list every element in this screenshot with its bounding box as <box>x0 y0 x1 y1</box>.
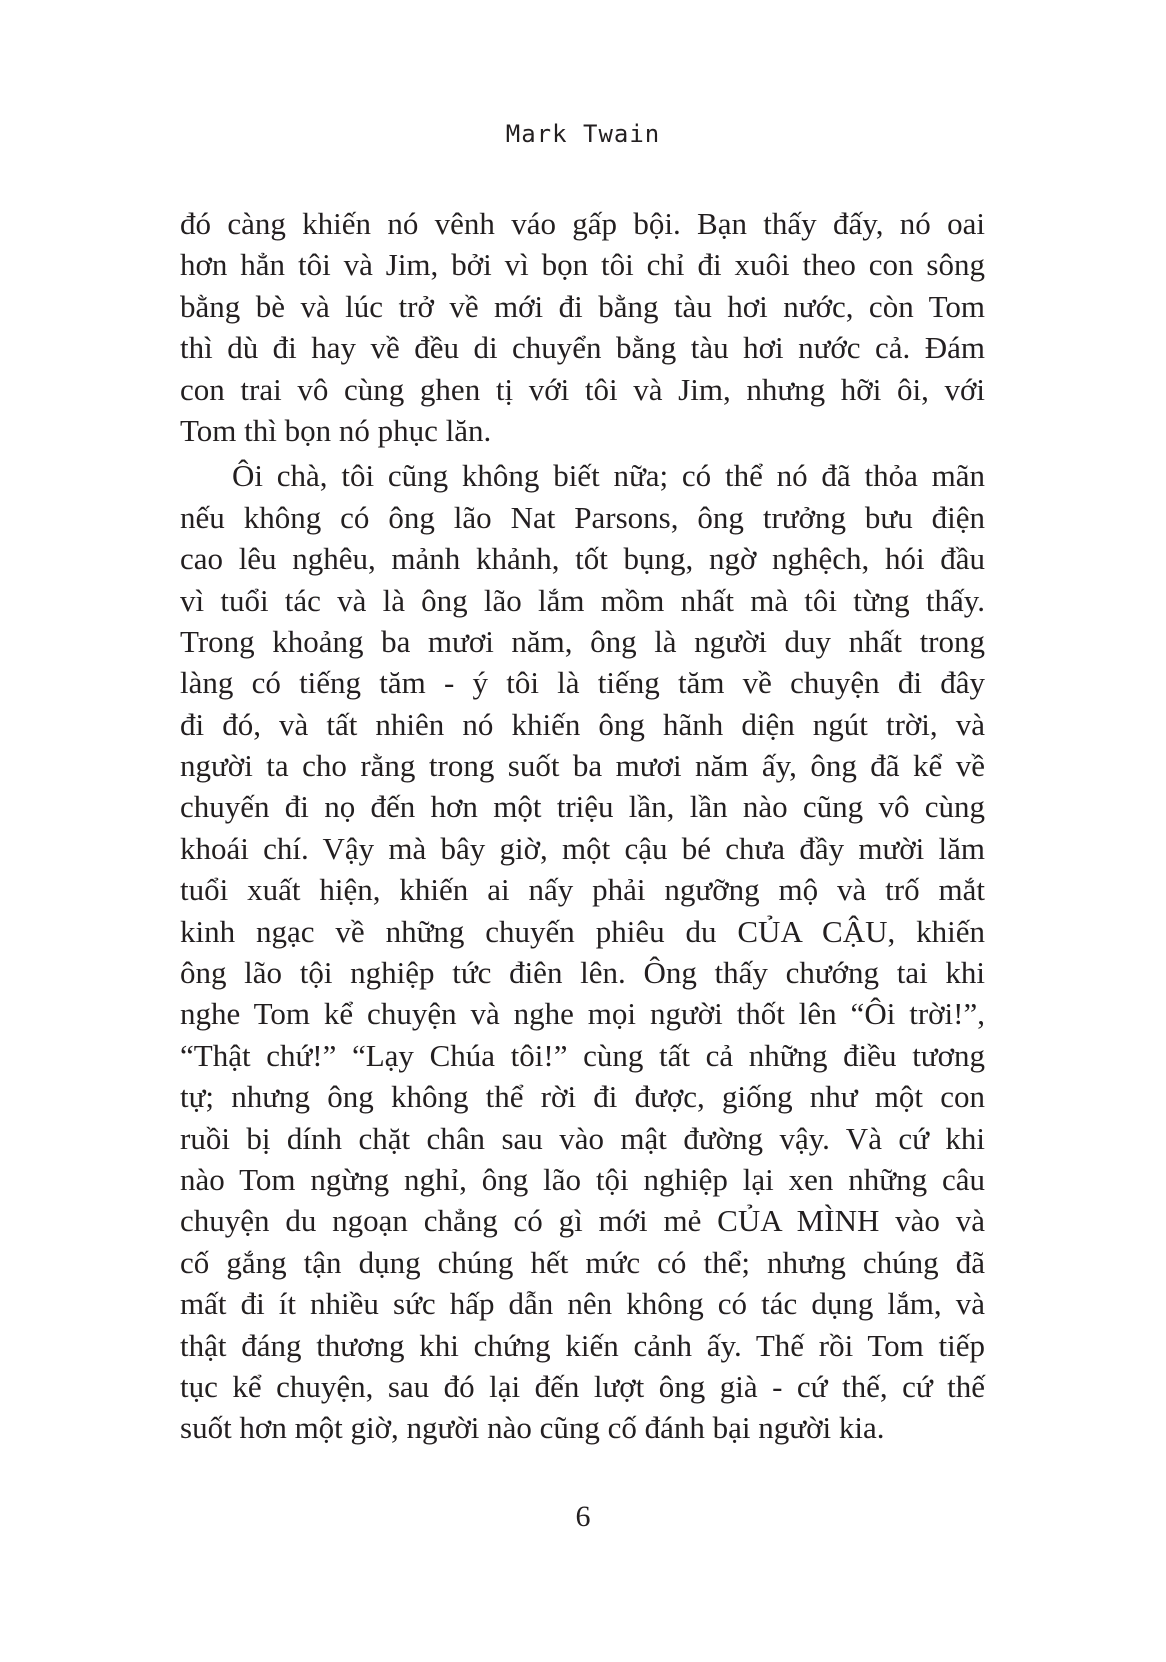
text-line: đi đó, và tất nhiên nó khiến ông hãnh diện ngút trời, và <box>180 706 985 742</box>
text-line: chuyến đi nọ đến hơn một triệu lần, lần nào cũng vô cùng <box>180 789 985 825</box>
text-line: đó càng khiến nó vênh váo gấp bội. Bạn thấy đấy, nó oai <box>180 206 985 241</box>
paragraph-2 <box>180 455 985 1448</box>
text-line: ông lão tội nghiệp tức điên lên. Ông thấy chướng tai khi <box>180 955 985 991</box>
text-line: tục kể chuyện, sau đó lại đến lượt ông già - cứ thế, cứ thế <box>180 1368 985 1404</box>
text-line: thì dù đi hay về đều di chuyển bằng tàu hơi nước cả. Đám <box>180 330 985 366</box>
text-line: Tom thì bọn nó phục lăn. <box>180 412 492 448</box>
running-head-author: Mark Twain <box>505 120 661 148</box>
text-line: ruồi bị dính chặt chân sau vào mật đường vậy. Và cứ khi <box>180 1120 985 1156</box>
text-line: hơn hẳn tôi và Jim, bởi vì bọn tôi chỉ đi xuôi theo con sông <box>180 247 985 283</box>
text-line: làng có tiếng tăm - ý tôi là tiếng tăm về chuyện đi đây <box>180 665 985 701</box>
text-line: con trai vô cùng ghen tị với tôi và Jim, nhưng hỡi ôi, với <box>180 371 985 407</box>
text-line: tuổi xuất hiện, khiến ai nấy phải ngưỡng mộ và trố mắt <box>180 872 985 908</box>
body-text <box>180 203 985 1453</box>
text-line: bằng bè và lúc trở về mới đi bằng tàu hơi nước, còn Tom <box>180 288 985 324</box>
text-line: nghe Tom kể chuyện và nghe mọi người thốt lên “Ôi trời!”, <box>180 996 985 1032</box>
text-line: chuyện du ngoạn chẳng có gì mới mẻ CỦA MÌNH vào và <box>180 1203 985 1239</box>
text-line: cố gắng tận dụng chúng hết mức có thể; nhưng chúng đã <box>180 1244 985 1280</box>
text-line: suốt hơn một giờ, người nào cũng cố đánh bại người kia. <box>180 1410 885 1446</box>
text-line: vì tuổi tác và là ông lão lắm mồm nhất mà tôi từng thấy. <box>180 582 985 618</box>
paragraph-1 <box>180 203 985 451</box>
text-line: kinh ngạc về những chuyến phiêu du CỦA CẬU, khiến <box>180 913 985 949</box>
text-line: nếu không có ông lão Nat Parsons, ông trưởng bưu điện <box>180 499 985 535</box>
page-number: 6 <box>575 1500 591 1533</box>
text-line: người ta cho rằng trong suốt ba mươi năm ấy, ông đã kể về <box>180 748 985 784</box>
text-line: Ôi chà, tôi cũng không biết nữa; có thể nó đã thỏa mãn <box>232 458 985 494</box>
text-line: “Thật chứ!” “Lạy Chúa tôi!” cùng tất cả những điều tương <box>180 1037 985 1073</box>
text-line: tự; nhưng ông không thể rời đi được, giống như một con <box>180 1079 985 1115</box>
text-line: thật đáng thương khi chứng kiến cảnh ấy. Thế rồi Tom tiếp <box>180 1327 985 1363</box>
text-line: mất đi ít nhiều sức hấp dẫn nên không có tác dụng lắm, và <box>180 1286 985 1322</box>
text-line: khoái chí. Vậy mà bây giờ, một cậu bé chưa đầy mười lăm <box>180 830 985 866</box>
text-line: cao lêu nghêu, mảnh khảnh, tốt bụng, ngờ nghệch, hói đầu <box>180 541 985 577</box>
text-line: Trong khoảng ba mươi năm, ông là người duy nhất trong <box>180 623 985 659</box>
text-line: nào Tom ngừng nghỉ, ông lão tội nghiệp lại xen những câu <box>180 1161 985 1197</box>
